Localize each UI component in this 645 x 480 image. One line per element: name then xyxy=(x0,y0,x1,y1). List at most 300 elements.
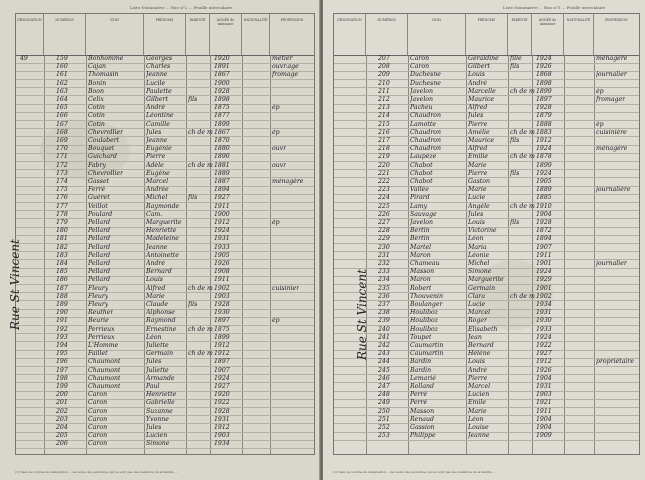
register-table xyxy=(333,13,640,455)
left-register-page xyxy=(0,0,320,480)
table-cell: 1920 xyxy=(214,55,230,62)
table-cell: Marcelle xyxy=(468,87,496,95)
table-cell: 1898 xyxy=(536,79,552,87)
table-cell: 249 xyxy=(378,399,390,407)
table-cell: Armande xyxy=(146,374,175,382)
table-cell: ch de m xyxy=(510,87,535,95)
table-cell: Amélie xyxy=(468,128,490,136)
table-row xyxy=(16,441,314,449)
table-cell: 196 xyxy=(56,358,68,366)
table-cell: Perrieux xyxy=(88,333,115,341)
table-cell: 1903 xyxy=(214,432,230,440)
table-cell: Maurice xyxy=(468,137,495,144)
table-cell: Rolland xyxy=(410,383,434,390)
table-cell: Philippe xyxy=(410,432,436,440)
table-cell: Maron xyxy=(410,251,431,259)
table-cell: Raymonde xyxy=(146,202,180,210)
table-cell: Houliboz xyxy=(410,325,439,333)
table-cell: fils xyxy=(510,219,520,226)
table-cell: Raymond xyxy=(146,317,176,325)
table-cell: 216 xyxy=(378,128,390,136)
table-cell: 1912 xyxy=(214,424,230,431)
table-cell: 1911 xyxy=(214,202,230,210)
table-cell: 229 xyxy=(378,235,390,243)
table-cell: 1933 xyxy=(214,243,230,251)
table-cell: Germain xyxy=(468,284,496,292)
table-cell: 1904 xyxy=(536,415,552,423)
column-header: PARENTÉ xyxy=(508,14,532,56)
table-cell: Pirard xyxy=(410,194,430,202)
table-cell: 1912 xyxy=(214,342,230,349)
table-cell: Chabot xyxy=(410,161,433,169)
table-cell: Jules xyxy=(146,424,162,431)
table-cell: ouvr.age xyxy=(272,63,299,71)
table-cell: Javelon xyxy=(410,219,434,226)
table-cell: 207 xyxy=(378,55,390,62)
table-cell: 1899 xyxy=(536,161,552,169)
table-cell: Chaudron xyxy=(410,112,442,120)
table-cell: 191 xyxy=(56,317,68,325)
table-cell: Pierre xyxy=(468,169,488,177)
table-cell: 1922 xyxy=(536,342,552,349)
street-label: Rue St Vincent xyxy=(355,269,369,360)
table-cell: Perré xyxy=(410,399,428,407)
register-rows xyxy=(16,56,314,454)
table-cell: 1880 xyxy=(214,145,230,153)
table-cell: Angèle xyxy=(468,202,490,210)
table-cell: 251 xyxy=(378,415,390,423)
table-cell: 1927 xyxy=(536,350,552,358)
table-cell: Pellard xyxy=(88,227,111,235)
table-cell: 1930 xyxy=(214,309,230,317)
table-cell: 165 xyxy=(56,104,68,112)
table-cell: fromager xyxy=(596,96,626,103)
table-cell: 1899 xyxy=(536,87,552,95)
table-cell: 161 xyxy=(56,71,68,79)
table-cell: 1928 xyxy=(214,87,230,95)
table-cell: Sauvage xyxy=(410,210,437,218)
table-cell: ouvr xyxy=(272,145,287,153)
table-cell: Eugène xyxy=(146,169,170,177)
table-cell: 1875 xyxy=(214,325,230,333)
table-cell: 159 xyxy=(56,55,68,62)
table-cell: Chaumont xyxy=(88,358,121,366)
table-cell: Pellard xyxy=(88,251,111,259)
table-cell: 1931 xyxy=(536,309,552,317)
table-cell: Laupèze xyxy=(410,153,437,161)
table-cell: 49 xyxy=(20,55,28,62)
table-cell: 1911 xyxy=(214,276,230,284)
table-cell: Alphonse xyxy=(146,309,175,317)
table-cell: Henriette xyxy=(146,391,177,399)
table-cell: 195 xyxy=(56,350,68,358)
table-cell: fils xyxy=(510,137,520,144)
table-cell: Marcel xyxy=(146,178,169,185)
table-cell: 242 xyxy=(378,342,390,349)
table-cell: 1920 xyxy=(214,391,230,399)
table-cell: 162 xyxy=(56,79,68,87)
table-cell: 1894 xyxy=(214,186,230,194)
table-cell: ép xyxy=(272,104,280,112)
table-cell: 201 xyxy=(56,399,68,407)
table-cell: 179 xyxy=(56,219,68,226)
table-cell: Emile xyxy=(468,399,487,407)
table-cell: 246 xyxy=(378,374,390,382)
table-cell: 1881 xyxy=(214,161,230,169)
table-cell: ménagère xyxy=(596,55,628,62)
table-cell: 232 xyxy=(378,260,390,267)
table-cell: Gilbert xyxy=(468,63,490,71)
table-cell: 214 xyxy=(378,112,390,120)
column-header: ANNÉE de naissance xyxy=(532,14,564,56)
table-cell: Chaumont xyxy=(88,366,121,374)
table-cell: fils xyxy=(188,194,198,202)
table-cell: 1924 xyxy=(536,268,552,276)
table-cell: Caumartin xyxy=(410,350,444,358)
table-cell: 1902 xyxy=(536,292,552,300)
table-cell: Léonie xyxy=(468,251,490,259)
table-cell: 1867 xyxy=(214,128,230,136)
table-cell: Toupet xyxy=(410,333,432,341)
table-cell: Thouvenin xyxy=(410,292,443,300)
table-cell: Javelon xyxy=(410,87,434,95)
table-cell: Jules xyxy=(146,128,162,136)
table-cell: Victorine xyxy=(468,227,497,235)
table-cell: Germain xyxy=(146,350,174,358)
table-cell: 1867 xyxy=(214,71,230,79)
table-cell: Paulette xyxy=(146,87,172,95)
table-cell: 1903 xyxy=(536,391,552,399)
table-cell: 1927 xyxy=(214,383,230,390)
table-cell: 234 xyxy=(378,276,390,284)
table-cell: Louis xyxy=(146,276,163,284)
table-cell: Bernard xyxy=(146,268,172,276)
table-cell: Michel xyxy=(468,260,490,267)
table-cell: 1907 xyxy=(214,366,230,374)
table-cell: Lamy xyxy=(410,202,428,210)
column-header: PROFESSION xyxy=(270,14,314,56)
table-cell: Caron xyxy=(88,415,108,423)
table-cell: 206 xyxy=(56,440,68,448)
table-cell: ép xyxy=(596,87,604,95)
right-register-page xyxy=(323,0,645,480)
table-cell: 164 xyxy=(56,96,68,103)
table-cell: Fleury xyxy=(88,301,109,308)
table-cell: 1911 xyxy=(536,407,552,415)
table-cell: 182 xyxy=(56,243,68,251)
table-cell: Simone xyxy=(468,268,492,276)
table-cell: Elisabeth xyxy=(468,325,498,333)
column-header: NUMÉROS xyxy=(44,14,86,56)
table-cell: 1891 xyxy=(214,63,230,71)
table-cell: 1924 xyxy=(536,55,552,62)
page-header: Liste Nominative ... Rue n°3 ... Feuille intercalaire xyxy=(503,5,606,10)
table-cell: Chevrollier xyxy=(88,128,124,136)
table-cell: Caron xyxy=(88,432,108,440)
table-cell: 1926 xyxy=(536,366,552,374)
table-cell: 1902 xyxy=(214,284,230,292)
table-cell: 168 xyxy=(56,128,68,136)
table-cell: ch de m xyxy=(510,128,535,136)
table-cell: fils xyxy=(188,96,198,103)
table-cell: 184 xyxy=(56,260,68,267)
table-cell: Madeleine xyxy=(146,235,179,243)
table-cell: 175 xyxy=(56,186,68,194)
table-cell: Henriette xyxy=(146,227,177,235)
table-cell: 1910 xyxy=(536,202,552,210)
table-cell: Caumartin xyxy=(410,342,444,349)
table-cell: 228 xyxy=(378,227,390,235)
table-cell: Gabrielle xyxy=(146,399,175,407)
table-cell: Vallée xyxy=(410,186,429,194)
page-footnote: (1) Dans la colonne de désignation ... les noms des personnes qui ne sont pas des membres de la famille ... xyxy=(15,469,178,474)
table-cell: Pacheu xyxy=(410,104,433,112)
table-cell: 1911 xyxy=(536,251,552,259)
table-cell: 222 xyxy=(378,178,390,185)
table-cell: Lucie xyxy=(468,194,486,202)
table-cell: Gassion xyxy=(410,424,435,431)
table-cell: 1924 xyxy=(214,374,230,382)
table-cell: Antoinette xyxy=(146,251,179,259)
register-rows xyxy=(334,56,639,454)
table-cell: ép xyxy=(272,128,280,136)
table-cell: Jules xyxy=(468,112,484,120)
table-cell: Léon xyxy=(468,415,484,423)
table-cell: Guichard xyxy=(88,153,117,161)
table-cell: 172 xyxy=(56,161,68,169)
table-cell: Adèle xyxy=(146,161,164,169)
table-cell: 1897 xyxy=(214,358,230,366)
table-cell: Marcel xyxy=(468,309,491,317)
table-cell: 1904 xyxy=(536,210,552,218)
table-cell: Jeanne xyxy=(146,137,168,144)
table-cell: 1924 xyxy=(536,145,552,153)
table-cell: Roger xyxy=(468,317,487,325)
table-cell: Caron xyxy=(410,63,430,71)
table-cell: 197 xyxy=(56,366,68,374)
table-cell: Perré xyxy=(410,391,428,399)
table-cell: Lucile xyxy=(146,79,166,87)
table-cell: 1928 xyxy=(214,301,230,308)
table-cell: Chaudron xyxy=(410,128,442,136)
table-cell: Chabot xyxy=(410,178,433,185)
table-cell: Chameau xyxy=(410,260,440,267)
table-cell: 1912 xyxy=(536,137,552,144)
table-cell: Yvonne xyxy=(146,415,169,423)
table-cell: Thomasin xyxy=(88,71,119,79)
table-cell: ch de m xyxy=(510,153,535,161)
table-cell: Pierre xyxy=(468,374,488,382)
table-cell: ch de m xyxy=(188,161,213,169)
table-cell: Simone xyxy=(146,440,170,448)
table-cell: 1929 xyxy=(536,276,552,284)
table-cell: 212 xyxy=(378,96,390,103)
table-cell: journalier xyxy=(596,71,627,79)
table-cell: Lucie xyxy=(468,301,486,308)
table-cell: 173 xyxy=(56,169,68,177)
table-cell: Faillet xyxy=(88,350,108,358)
table-cell: Pellard xyxy=(88,260,111,267)
table-cell: Fleury xyxy=(88,292,109,300)
table-cell: 1899 xyxy=(214,333,230,341)
table-cell: Pellard xyxy=(88,268,111,276)
table-cell: 237 xyxy=(378,301,390,308)
table-cell: 1870 xyxy=(214,137,230,144)
table-cell: Gaston xyxy=(468,178,491,185)
table-cell: L'Homme xyxy=(88,342,119,349)
table-cell: 167 xyxy=(56,120,68,128)
table-cell: ch de m xyxy=(510,202,535,210)
table-cell: 1899 xyxy=(214,120,230,128)
table-cell: fils xyxy=(510,169,520,177)
table-cell: 1931 xyxy=(536,383,552,390)
table-cell: Marguerite xyxy=(146,219,182,226)
table-cell: 1868 xyxy=(536,71,552,79)
table-cell: Marcel xyxy=(468,383,491,390)
table-cell: Pellard xyxy=(88,235,111,243)
table-cell: ouvr xyxy=(272,161,287,169)
table-cell: Caron xyxy=(88,424,108,431)
table-cell: fromage xyxy=(272,71,299,79)
table-cell: 1879 xyxy=(536,112,552,120)
table-cell: Charles xyxy=(146,63,171,71)
table-cell: 1924 xyxy=(536,333,552,341)
table-cell: 180 xyxy=(56,227,68,235)
table-cell: Lucien xyxy=(468,391,490,399)
table-cell: fils xyxy=(188,301,198,308)
table-cell: Fabry xyxy=(88,161,106,169)
table-cell: Léon xyxy=(146,333,162,341)
table-cell: 1931 xyxy=(214,415,230,423)
table-cell: 177 xyxy=(56,202,68,210)
table-cell: 1898 xyxy=(214,96,230,103)
table-cell: journalière xyxy=(596,186,631,194)
table-cell: Lemarié xyxy=(410,374,436,382)
table-cell: 186 xyxy=(56,276,68,284)
table-cell: Houliboz xyxy=(410,309,439,317)
table-cell: Ernestine xyxy=(146,325,177,333)
table-cell: Veillot xyxy=(88,202,108,210)
table-cell: Coulabert xyxy=(88,137,120,144)
table-cell: 239 xyxy=(378,317,390,325)
table-cell: Caron xyxy=(88,407,108,415)
table-cell: Gasset xyxy=(88,178,110,185)
table-cell: 1883 xyxy=(536,128,552,136)
table-cell: 208 xyxy=(378,63,390,71)
table-cell: Bertin xyxy=(410,235,430,243)
table-cell: 1909 xyxy=(536,432,552,440)
table-cell: Robert xyxy=(410,284,432,292)
page-header: Liste Nominative ... Rue n°2 ... Feuille intercalaire xyxy=(130,5,233,10)
table-cell: 238 xyxy=(378,309,390,317)
table-cell: ménagère xyxy=(596,145,628,153)
table-cell: 217 xyxy=(378,137,390,144)
table-cell: Alfred xyxy=(468,145,488,153)
table-cell: 1905 xyxy=(536,178,552,185)
table-cell: 1928 xyxy=(214,407,230,415)
table-cell: 1889 xyxy=(536,186,552,194)
table-cell: Emilie xyxy=(468,153,488,161)
table-cell: 1931 xyxy=(214,235,230,243)
table-cell: Cajan xyxy=(88,63,107,71)
table-cell: 247 xyxy=(378,383,390,390)
table-cell: 1933 xyxy=(536,325,552,333)
table-cell: 174 xyxy=(56,178,68,185)
table-cell: 1872 xyxy=(536,227,552,235)
table-cell: 224 xyxy=(378,194,390,202)
table-cell: Jeanne xyxy=(146,71,168,79)
table-cell: 236 xyxy=(378,292,390,300)
street-label: Rue St Vincent xyxy=(8,239,22,330)
table-cell: Georges xyxy=(146,55,173,62)
table-cell: 245 xyxy=(378,366,390,374)
table-cell: 1897 xyxy=(214,317,230,325)
table-cell: ép xyxy=(272,219,280,226)
table-cell: Cam. xyxy=(146,210,163,218)
table-cell: Cotin xyxy=(88,120,105,128)
table-cell: Alfred xyxy=(146,284,166,292)
table-cell: 1878 xyxy=(536,153,552,161)
table-cell: Chevrollier xyxy=(88,169,124,177)
table-cell: André xyxy=(146,260,166,267)
table-cell: fils xyxy=(510,63,520,71)
table-cell: Ferré xyxy=(88,186,106,194)
table-cell: 185 xyxy=(56,268,68,276)
table-cell: 241 xyxy=(378,333,390,341)
table-cell: 218 xyxy=(378,145,390,153)
table-cell: Bardin xyxy=(410,358,432,366)
table-cell: André xyxy=(468,366,488,374)
table-cell: 226 xyxy=(378,210,390,218)
table-cell: Jules xyxy=(146,358,162,366)
table-cell: ép xyxy=(272,317,280,325)
register-table xyxy=(15,13,315,455)
table-cell: Bardin xyxy=(410,366,432,374)
table-cell: Michel xyxy=(146,194,168,202)
table-cell: 219 xyxy=(378,153,390,161)
table-cell: 189 xyxy=(56,301,68,308)
table-cell: 166 xyxy=(56,112,68,120)
table-cell: 1900 xyxy=(214,210,230,218)
table-cell: 200 xyxy=(56,391,68,399)
table-cell: 160 xyxy=(56,63,68,71)
table-cell: Boulanger xyxy=(410,301,443,308)
table-cell: 221 xyxy=(378,169,390,177)
table-cell: Juliette xyxy=(146,366,169,374)
table-cell: journalier xyxy=(596,260,627,267)
table-cell: 181 xyxy=(56,235,68,243)
table-cell: 1928 xyxy=(536,219,552,226)
table-cell: Lucien xyxy=(146,432,168,440)
column-header: PARENTÉ xyxy=(186,14,210,56)
table-cell: 1885 xyxy=(536,194,552,202)
table-cell: Bonhomme xyxy=(88,55,124,62)
table-cell: 194 xyxy=(56,342,68,349)
table-cell: 178 xyxy=(56,210,68,218)
table-cell: 1912 xyxy=(214,350,230,358)
table-cell: 253 xyxy=(378,432,390,440)
table-cell: Jules xyxy=(468,210,484,218)
table-cell: Martel xyxy=(410,243,432,251)
table-cell: 1926 xyxy=(214,260,230,267)
table-cell: Andrée xyxy=(146,186,169,194)
table-cell: Masson xyxy=(410,268,435,276)
table-cell: Maurice xyxy=(468,96,495,103)
table-cell: Pellard xyxy=(88,219,111,226)
table-cell: Celix xyxy=(88,96,104,103)
table-cell: 1901 xyxy=(536,284,552,292)
table-cell: 1887 xyxy=(214,178,230,185)
